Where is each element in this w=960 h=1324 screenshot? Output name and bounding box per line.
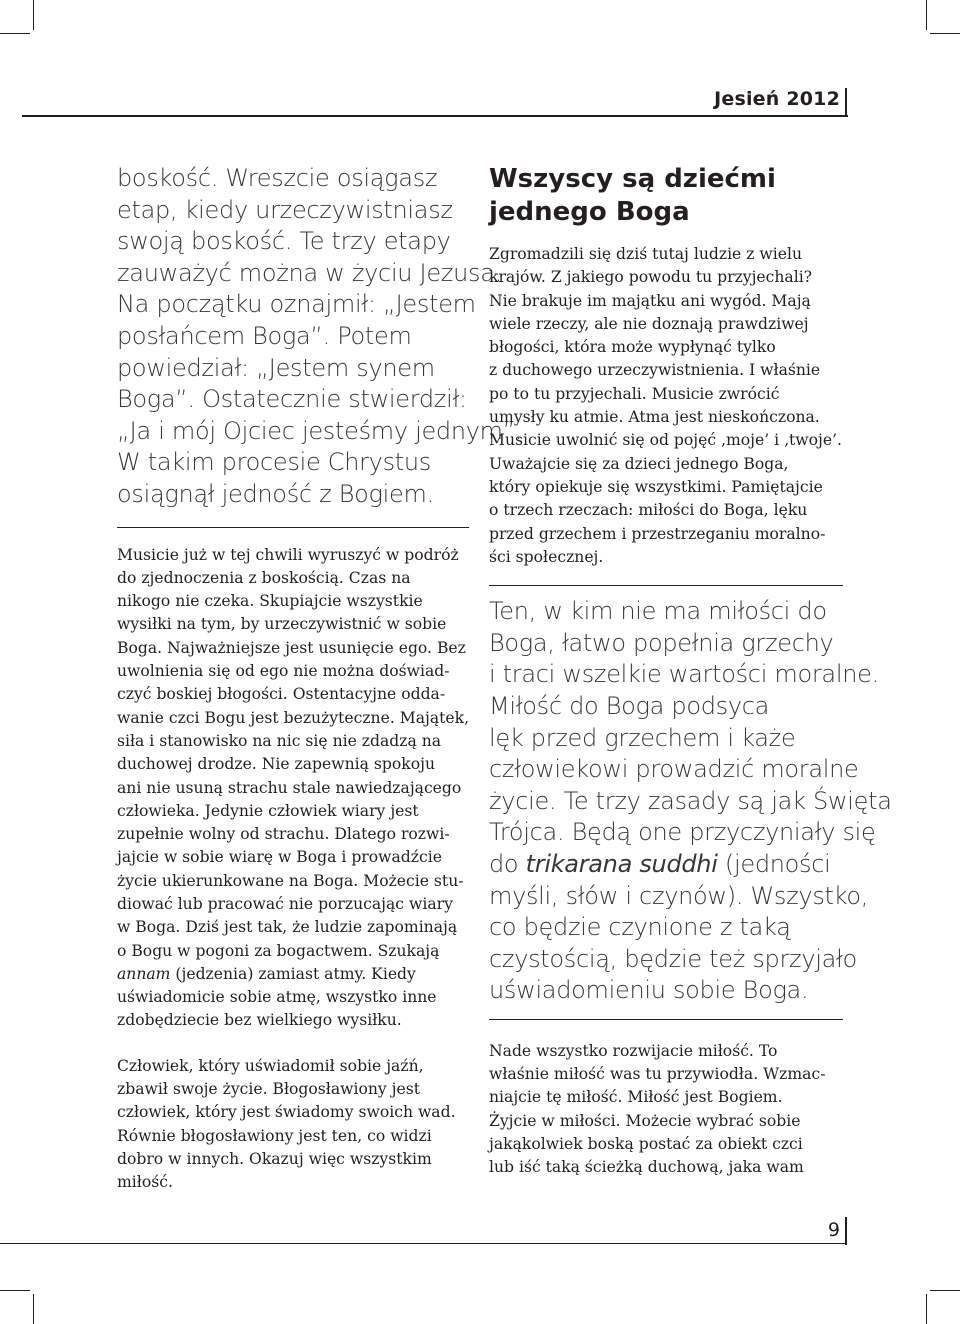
left-quote-rule <box>117 527 469 528</box>
left-paragraph-2: Człowiek, który uświadomił sobie jaźń, zbawił swoje życie. Błogosławiony jest człowiek, który jest świadomy swoich wad. Równie błogosławiony jest ten, co widzi dobro w innych. Okazuj więc wszystkim miłość. <box>117 1056 456 1192</box>
crop-mark-bottom-right <box>926 1294 927 1324</box>
right-quote-rule-bottom <box>489 1019 843 1020</box>
header-rule <box>22 115 848 117</box>
right-paragraph-2: Nade wszystko rozwijacie miłość. To właśnie miłość was tu przywiodła. Wzmac- niajcie tę miłość. Miłość jest Bogiem. Żyjcie w miłości. Możecie wybrać sobie jakąkolwiek boską postać za obiekt czci lub iść taką ścieżką duchową, jaka wam <box>489 1041 826 1177</box>
crop-mark-bottom-left-h <box>0 1290 30 1291</box>
header-divider <box>845 88 847 117</box>
crop-mark-top-left-h <box>0 33 30 34</box>
right-paragraph-1: Zgromadzili się dziś tutaj ludzie z wielu krajów. Z jakiego powodu tu przyjechali? Nie brakuje im majątku ani wygód. Mają wiele rzeczy, ale nie doznają prawdziwej błogości, która może wypłynąć tylko z duchowego urzeczywistnienia. I właśnie po to tu przyjechali. Musicie zwrócić umysły ku atmie. Atma jest nieskończona. Musicie uwolnić się od pojęć ‚moje’ i ‚twoje’. Uważajcie się za dzieci jednego Boga, który opiekuje się wszystkimi. Pamiętajcie o trzech rzeczach: miłości do Boga, lęku przed grzechem i przestrzeganiu moralno- ści społecznej. <box>489 245 843 566</box>
crop-mark-bottom-left <box>33 1294 34 1324</box>
crop-mark-top-left <box>33 0 34 30</box>
crop-mark-bottom-right-h <box>930 1290 960 1291</box>
crop-mark-top-right-h <box>930 33 960 34</box>
footer-divider <box>845 1217 847 1245</box>
left-column <box>117 163 523 1195</box>
right-pull-quote: Ten, w kim nie ma miłości do Boga, łatwo popełnia grzechy i traci wszelkie wartości moralne. Miłość do Boga podsyca lęk przed grzechem i każe człowiekowi prowadzić moralne życie. Te trzy zasady są jak Święta Trójca. Będą one przyczyniały się do trikarana suddhi (jedności myśli, słów i czynów). Wszystko, co będzie czynione z taką czystością, będzie też sprzyjało uświadomieniu sobie Boga. <box>489 597 892 1005</box>
right-quote-rule-top <box>489 585 843 586</box>
left-intro-quote: boskość. Wreszcie osiągasz etap, kiedy urzeczywistniasz swoją boskość. Te trzy etapy zauważyć można w życiu Jezusa. Na początku oznajmił: „Jestem posłańcem Boga”. Potem powiedział: „Jestem synem Boga”. Ostatecznie stwierdził: „Ja i mój Ojciec jesteśmy jednym”. W takim procesie Chrystus osiągnął jedność z Bogiem. <box>117 164 523 508</box>
left-paragraph-1: Musicie już w tej chwili wyruszyć w podróż do zjednoczenia z boskością. Czas na nikogo nie czeka. Skupiajcie wszystkie wysiłki na tym, by urzeczywistnić w sobie Boga. Najważniejsze jest usunięcie ego. Bez uwolnienia się od ego nie można doświad- czyć boskiej błogości. Ostentacyjne odda- wanie czci Bogu jest bezużyteczne. Majątek, siła i stanowisko na nic się nie zdadzą na duchowej drodze. Nie zapewnią spokoju ani nie usuną strachu stale nawiedzającego człowieka. Jedynie człowiek wiary jest zupełnie wolny od strachu. Dlatego rozwi- jajcie w sobie wiarę w Boga i prowadźcie życie ukierunkowane na Boga. Możecie stu- diować lub pracować nie porzucając wiary w Boga. Dziś jest tak, że ludzie zapominają o Bogu w pogoni za bogactwem. Szukają annam (jedzenia) zamiast atmy. Kiedy uświadomicie sobie atmę, wszystko inne zdobędziecie bez wielkiego wysiłku. <box>117 545 470 1030</box>
issue-title: Jesień 2012 <box>714 88 840 110</box>
section-heading: Wszyscy są dziećmi jednego Boga <box>489 164 776 227</box>
page-number: 9 <box>827 1219 840 1241</box>
right-column <box>489 163 892 1180</box>
footer-rule <box>0 1243 847 1244</box>
crop-mark-top-right <box>926 0 927 30</box>
